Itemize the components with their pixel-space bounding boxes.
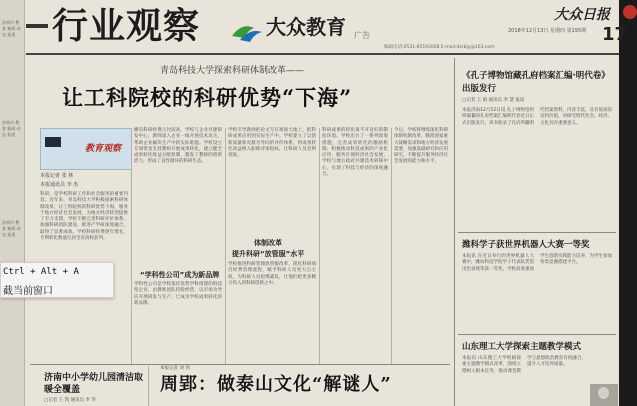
- column-logo-label: 教育观察: [85, 144, 122, 154]
- page-number: 17: [602, 24, 628, 45]
- graduation-cap-icon: [45, 137, 61, 147]
- face-shape: [598, 387, 609, 399]
- portrait-photo: [590, 384, 618, 406]
- header-rule: [26, 24, 48, 28]
- article-kicker: 青岛科技大学探索科研体制改革——: [160, 66, 305, 76]
- screenshot-shortcut-tooltip: [0, 262, 114, 298]
- article-column-5: 今后，学校将继续深化科研体制机制改革，瞄准国家重大战略需求和地方经济发展需要，加强基础研究和应用研究，不断提升服务经济社会发展的能力和水平。: [394, 128, 448, 165]
- left-page-strip: [0, 0, 25, 406]
- contact-info: 编辑电话:0531-85193008 E-mail:dzrbjy@163.com: [384, 45, 495, 50]
- right-body-1: 本报济南12月12日讯 孔子博物馆组织编纂的孔府档案汇编明代卷近日正式出版发行。该书收录了孔府所藏明代档案资料，内容丰富，具有很高的史料价值，对研究明代社会、经济、文化具有重要意义。: [462, 108, 612, 126]
- left-strip-text: 济南市 教育 新闻 动态 报道: [2, 20, 21, 37]
- byline-correspondent: 本报通讯员 李 杰: [40, 182, 79, 188]
- page-header: [26, 0, 628, 54]
- right-headline-1: 《孔子博物馆藏孔府档案汇编·明代卷》出版发行: [462, 71, 610, 94]
- column-divider: [225, 128, 226, 364]
- section-title: 行业观察: [52, 5, 201, 47]
- right-body-3: 本报讯 山东理工大学积极探索主题教学模式改革，围绕立德树人根本任务，推动课堂教学与思想政治教育有机融合，提升人才培养质量。: [462, 356, 586, 374]
- left-strip-text-2: 济南市 教育 新闻 动态 报道: [2, 120, 21, 137]
- bottom-headline: 周郢：做泰山文化“解谜人”: [160, 374, 392, 395]
- bottom-left-headline-text: 济南中小学幼儿园清洁取暖全覆盖: [44, 373, 144, 395]
- right-body-2: 本报讯 在近日举行的世界机器人大赛中，潍坊科技学院学子代表队凭借出色表现荣获一等奖。学校高度重视学生创新实践能力培养，为学生参加各类竞赛搭建平台。: [462, 254, 612, 272]
- paper-logo-icon: [623, 5, 637, 19]
- article-byline: [40, 172, 78, 190]
- bottom-left-byline: □记者 王 凯 通讯员 李 华: [44, 398, 96, 403]
- article-column-2: 横向科研经费占比较高，学校与企业共建研发中心，教师深入企业一线开展技术攻关，帮助企业解决生产中的实际难题。学校设立专项资金支持教师开展成果转化，建立健全成果转化收益分配机制，激发了教师的创新活力，形成了良性循环的科研生态。: [134, 128, 222, 165]
- right-headline-2: 潍科学子获世界机器人大赛一等奖: [462, 240, 590, 250]
- right-byline-1: □记者 王 娟 通讯员 李 慧 报道: [462, 98, 525, 103]
- article-column-4: 科研成果的转化离不开良好的制度环境。学校出台了一系列政策措施，完善成果转化的激励机制，积极推动科技成果的产业化应用，服务区域经济社会发展。学校与地方政府共建技术转移中心，实现了科技与经济的深度融合。: [322, 128, 388, 178]
- right-column-divider: [454, 58, 455, 406]
- right-rule-2: [458, 334, 616, 335]
- shortcut-description: 截当前窗口: [3, 286, 53, 297]
- education-logo-icon: [230, 20, 264, 44]
- article-bottom-rule: [30, 364, 450, 365]
- bottom-byline: 本报记者 刘 伟: [160, 366, 190, 371]
- bottom-left-headline: [44, 372, 148, 396]
- right-rule-1: [458, 232, 616, 233]
- ad-label: 广告: [354, 31, 370, 40]
- article-column-2b: 学科性公司是学校依托优势学科组建的科技型企业，由教师团队持股经营，以市场为导向开展研发与生产，已成为学校成果转化的新品牌。: [134, 282, 222, 306]
- subhead-management: 提升科研“放管服”水平: [232, 250, 305, 258]
- column-divider: [131, 128, 132, 364]
- subhead-spinoff: “学科性公司”成为新品牌: [140, 271, 220, 279]
- paper-name: 大众日报: [554, 7, 610, 23]
- article-column-3: 学校引导教师把论文写在祖国大地上，把科研成果应用到实际生产中。学校建立了以创新质量和贡献为导向的评价体系，将成果转化效益纳入职称评审指标，让科研人员名利双收。: [228, 128, 316, 159]
- byline-reporter: 本报记者 张 林: [40, 173, 74, 179]
- column-logo: [40, 128, 132, 170]
- sub-brand-title: 大众教育: [266, 15, 346, 39]
- issue-info: 2018年12月13日 星期四 第195期: [508, 28, 587, 34]
- column-divider: [148, 366, 149, 406]
- left-strip-text-3: 济南市 教育 新闻 动态 报道: [2, 220, 21, 237]
- header-bottom-rule: [26, 53, 619, 55]
- column-divider: [391, 128, 392, 364]
- shortcut-keys: Ctrl + Alt + A: [3, 267, 79, 277]
- article-column-1: 科研，是学校科研工作和社会服务的重要内容。近年来，青岛科技大学积极探索科研体制改革，让工科院校的科研优势下海，服务于地方经济社会发展，为地方经济转型提供了有力支撑。学校不断完善科研评价体系，加强科研团队建设，推进产学研深度融合，取得了显著成效。学校科研经费逐年增长，专利转化数量位居全省高校前列。: [40, 192, 128, 242]
- article-headline: 让工科院校的科研优势“下海”: [62, 85, 353, 110]
- subhead-reform: 体制改革: [254, 239, 282, 247]
- right-headline-3: 山东理工大学探索主题教学模式: [462, 342, 582, 352]
- article-column-3b: 学校推进科研管理放管服改革，简化科研项目经费管理流程，赋予科研人员更大自主权，为科研人员松绑减负，让他们把更多精力投入到科研创新之中。: [228, 262, 316, 286]
- column-divider: [319, 128, 320, 364]
